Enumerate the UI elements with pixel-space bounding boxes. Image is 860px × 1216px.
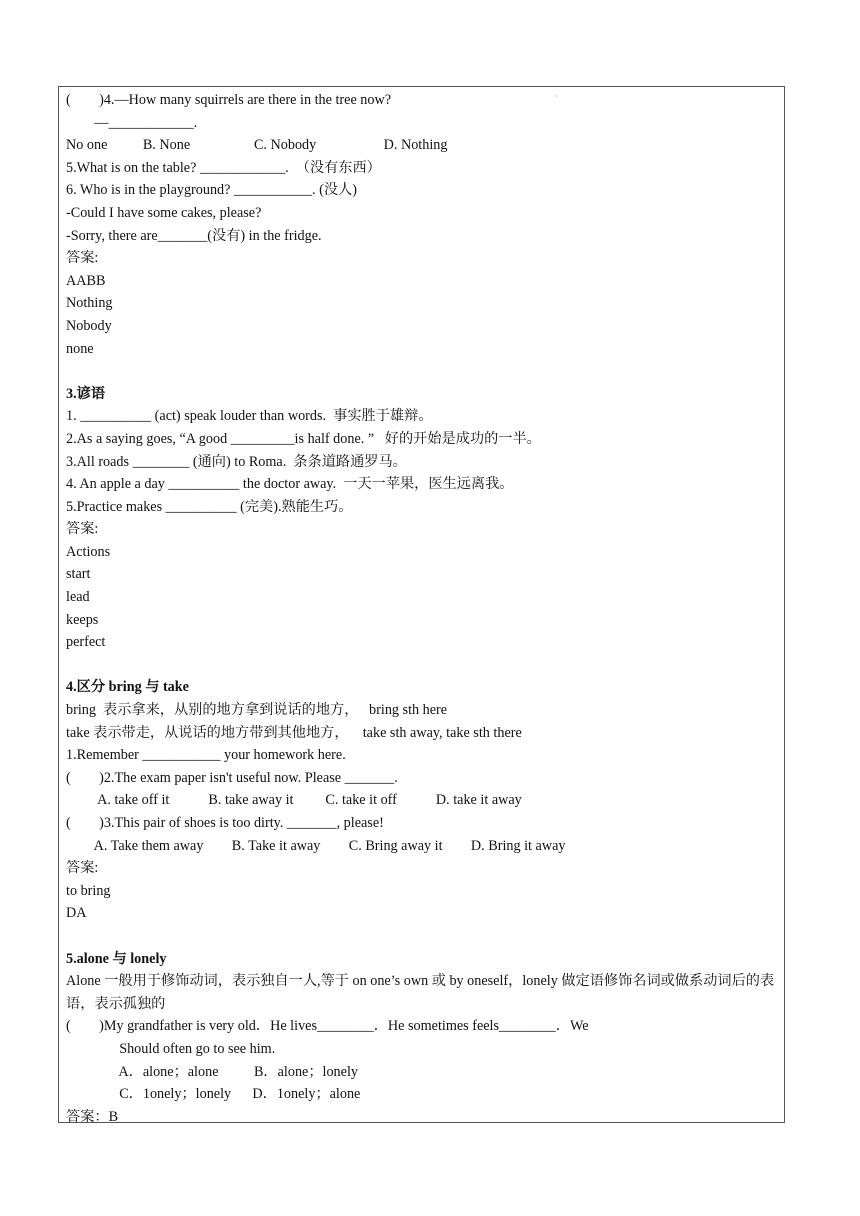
bring-take-question-2-options: A. take off it B. take away it C. take it off D. take it away xyxy=(66,792,522,809)
section-3-heading: 3.谚语 xyxy=(66,385,106,402)
answer-line: start xyxy=(66,566,91,583)
bring-take-question-1: 1.Remember ___________ your homework here. xyxy=(66,747,346,764)
proverb-item: 2.As a saying goes, “A good _________is half done. ” 好的开始是成功的一半。 xyxy=(66,430,541,447)
proverb-item: 3.All roads ________ (通向) to Roma. 条条道路通罗马。 xyxy=(66,453,407,470)
answer-line: to bring xyxy=(66,882,111,899)
answer-line: Actions xyxy=(66,543,111,560)
answer-label: 答案: xyxy=(66,521,99,538)
alone-lonely-explanation: Alone 一般用于修饰动词，表示独自一人,等于 on one’s own 或 by oneself，lonely 做定语修饰名词或做系动词后的表语，表示孤独的 xyxy=(66,973,775,1012)
section-4-heading: 4.区分 bring 与 take xyxy=(66,679,189,696)
question-6: 6. Who is in the playground? ___________. (没人) xyxy=(66,182,357,199)
question-7-line-b: -Sorry, there are_______(没有) in the fridge. xyxy=(66,227,322,244)
proverb-item: 4. An apple a day __________ the doctor away. 一天一苹果，医生远离我。 xyxy=(66,476,514,493)
proverb-item: 1. __________ (act) speak louder than words. 事实胜于雄辩。 xyxy=(66,408,433,425)
question-4-answer-blank: —____________. xyxy=(66,114,198,131)
alone-lonely-answer: 答案：B xyxy=(66,1108,119,1125)
bring-take-question-3-options: A. Take them away B. Take it away C. Bring away it D. Bring it away xyxy=(66,837,566,854)
answer-line: DA xyxy=(66,905,87,922)
stray-mark: · xyxy=(555,92,558,101)
section-5-heading: 5.alone 与 lonely xyxy=(66,950,167,967)
alone-lonely-options-ab: A．alone；alone B．alone；lonely xyxy=(66,1063,358,1080)
spacer xyxy=(66,654,781,677)
answer-line: keeps xyxy=(66,611,99,628)
alone-lonely-options-cd: C．1onely；lonely D．1onely；alone xyxy=(66,1086,361,1103)
answer-line: none xyxy=(66,340,94,357)
answer-label: 答案: xyxy=(66,860,99,877)
bring-take-question-3: ( )3.This pair of shoes is too dirty. _______, please! xyxy=(66,815,384,831)
bring-take-question-2: ( )2.The exam paper isn't useful now. Please _______. xyxy=(66,769,398,786)
question-7-line-a: -Could I have some cakes, please? xyxy=(66,204,262,221)
answer-line: Nothing xyxy=(66,295,113,312)
question-4-options: No one B. None C. Nobody D. Nothing xyxy=(66,137,448,154)
proverb-item: 5.Practice makes __________ (完美).熟能生巧。 xyxy=(66,498,353,515)
answer-label: 答案: xyxy=(66,250,99,267)
alone-lonely-question: ( )My grandfather is very old．He lives________．He sometimes feels________．We xyxy=(66,1018,589,1035)
spacer xyxy=(66,360,781,383)
worksheet-content xyxy=(66,89,781,1128)
bring-explanation: bring 表示拿来，从别的地方拿到说话的地方， bring sth here xyxy=(66,702,448,719)
question-4: ( )4.—How many squirrels are there in the tree now? xyxy=(66,92,392,108)
answer-line: Nobody xyxy=(66,317,112,334)
take-explanation: take 表示带走，从说话的地方带到其他地方， take sth away, take sth there xyxy=(66,724,522,741)
question-5: 5.What is on the table? ____________. （没有东西） xyxy=(66,159,381,176)
answer-line: lead xyxy=(66,589,90,606)
spacer xyxy=(66,925,781,948)
alone-lonely-question-cont: Should often go to see him. xyxy=(66,1040,276,1057)
answer-line: perfect xyxy=(66,634,106,651)
answer-line: AABB xyxy=(66,272,106,289)
